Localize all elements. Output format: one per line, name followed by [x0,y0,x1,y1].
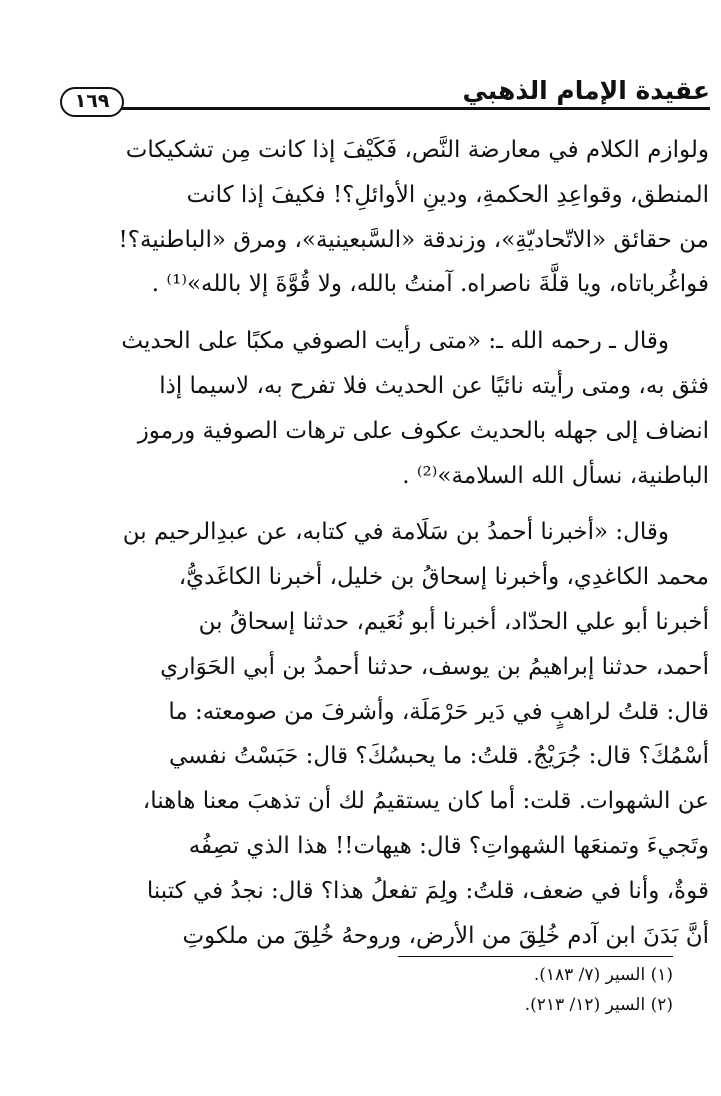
text-line: قال: قلتُ لراهبٍ في دَير حَرْمَلَة، وأشرفَ من صومعته: ما [168,698,709,725]
text-line: وتَجيءَ وتمنعَها الشهواتِ؟ قال: هيهات!! هذا الذي تصِفُه [188,832,709,859]
footnote-separator [398,956,673,957]
text-line: أنَّ بَدَنَ ابن آدم خُلِقَ من الأرض، وروحهُ خُلِقَ من ملكوتِ [182,922,709,949]
text-line: فثق به، ومتى رأيته نائيًا عن الحديث فلا تفرح به، لاسيما إذا [159,372,709,399]
text-line: الباطنية، نسأل الله السلامة»⁽²⁾ . [402,462,709,489]
text-line: انضاف إلى جهله بالحديث عكوف على ترهات الصوفية ورموز [137,417,709,444]
text-line: محمد الكاغدِي، وأخبرنا إسحاقُ بن خليل، أخبرنا الكاغَديُّ، [178,564,709,591]
text-line: أسْمُكَ؟ قال: جُرَيْجُ. قلتُ: ما يحبسُكَ؟ قال: حَبَسْتُ نفسي [169,743,709,770]
paragraph [59,128,709,307]
text-line: أخبرنا أبو علي الحدّاد، أخبرنا أبو نُعَيم، حدثنا إسحاقُ بن [198,608,709,635]
text-line: فواغُرباتاه، ويا قلَّةَ ناصراه. آمنتُ بالله، ولا قُوَّةَ إلا بالله»⁽¹⁾ . [151,271,709,298]
text-line: أحمد، حدثنا إبراهيمُ بن يوسف، حدثنا أحمدُ بن أبي الحَوَاري [160,653,709,680]
text-line: وقال ـ رحمه الله ـ: «متى رأيت الصوفي مكبًا على الحديث [121,328,669,355]
text-line: قوةٌ، وأنا في ضعف، قلتُ: ولِمَ تفعلُ هذا؟ قال: نجدُ في كتبنا [146,877,709,904]
body-text [59,128,709,958]
paragraph [59,510,709,958]
running-title: عقيدة الإمام الذهبي [462,76,710,105]
footnote: (١) السير (٧/ ١٨٣). [533,965,673,985]
footnotes [273,960,673,1020]
page-number: ١٦٩ [60,87,124,117]
footnote: (٢) السير (١٢/ ٢١٣). [524,995,673,1015]
page-header [60,74,710,118]
paragraph [59,319,709,498]
header-rule [122,107,710,110]
text-line: ولوازم الكلام في معارضة النَّص، فَكَيْفَ إذا كانت مِن تشكيكات [125,137,709,163]
text-line: من حقائق «الاتّحاديّةِ»، وزندقة «السَّبعينية»، ومرق «الباطنية؟! [118,226,709,253]
text-line: عن الشهوات. قلت: أما كان يستقيمُ لك أن تذهبَ معنا هاهنا، [142,788,709,815]
text-line: وقال: «أخبرنا أحمدُ بن سَلَامة في كتابه، عن عبدِالرحيم بن [122,519,669,546]
text-line: المنطق، وقواعِدِ الحكمةِ، ودينِ الأوائلِ؟! فكيفَ إذا كانت [186,181,709,208]
